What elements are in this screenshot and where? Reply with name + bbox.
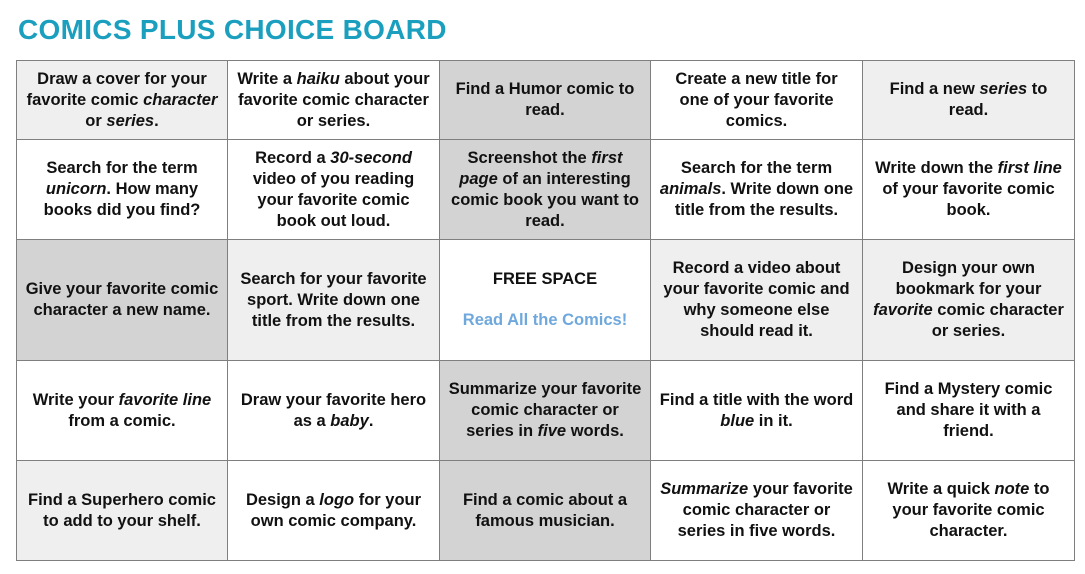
board-cell: Find a Humor comic to read. — [440, 61, 651, 140]
board-cell: Summarize your favorite comic character or series in five words. — [651, 461, 863, 561]
board-row — [17, 240, 1075, 361]
board-cell: Find a new series to read. — [863, 61, 1075, 140]
choice-board-grid — [16, 60, 1075, 561]
board-cell: Write a haiku about your favorite comic character or series. — [228, 61, 440, 140]
board-cell: Write a quick note to your favorite comic character. — [863, 461, 1075, 561]
board-cell: Find a Mystery comic and share it with a friend. — [863, 361, 1075, 461]
board-cell: Screenshot the first page of an interesting comic book you want to read. — [440, 140, 651, 240]
board-cell: Create a new title for one of your favorite comics. — [651, 61, 863, 140]
board-cell: Give your favorite comic character a new name. — [17, 240, 228, 361]
board-cell: Draw a cover for your favorite comic character or series. — [17, 61, 228, 140]
board-cell: Find a title with the word blue in it. — [651, 361, 863, 461]
free-space-title: FREE SPACE — [492, 270, 598, 288]
board-cell: Write your favorite line from a comic. — [17, 361, 228, 461]
board-cell: Write down the first line of your favorite comic book. — [863, 140, 1075, 240]
board-cell: Draw your favorite hero as a baby. — [228, 361, 440, 461]
board-row — [17, 461, 1075, 561]
board-cell: Search for your favorite sport. Write down one title from the results. — [228, 240, 440, 361]
free-space-subtitle: Read All the Comics! — [462, 311, 628, 329]
board-cell: Summarize your favorite comic character or series in five words. — [440, 361, 651, 461]
board-cell: Design a logo for your own comic company. — [228, 461, 440, 561]
board-cell: Find a Superhero comic to add to your shelf. — [17, 461, 228, 561]
board-row — [17, 361, 1075, 461]
board-cell: Record a video about your favorite comic and why someone else should read it. — [651, 240, 863, 361]
board-row — [17, 140, 1075, 240]
board-cell: Find a comic about a famous musician. — [440, 461, 651, 561]
board-cell: Record a 30-second video of you reading your favorite comic book out loud. — [228, 140, 440, 240]
free-space-cell — [440, 240, 651, 361]
board-cell: Design your own bookmark for your favorite comic character or series. — [863, 240, 1075, 361]
board-cell: Search for the term unicorn. How many books did you find? — [17, 140, 228, 240]
board-cell: Search for the term animals. Write down one title from the results. — [651, 140, 863, 240]
board-row — [17, 61, 1075, 140]
page-title: COMICS PLUS CHOICE BOARD — [18, 14, 447, 45]
